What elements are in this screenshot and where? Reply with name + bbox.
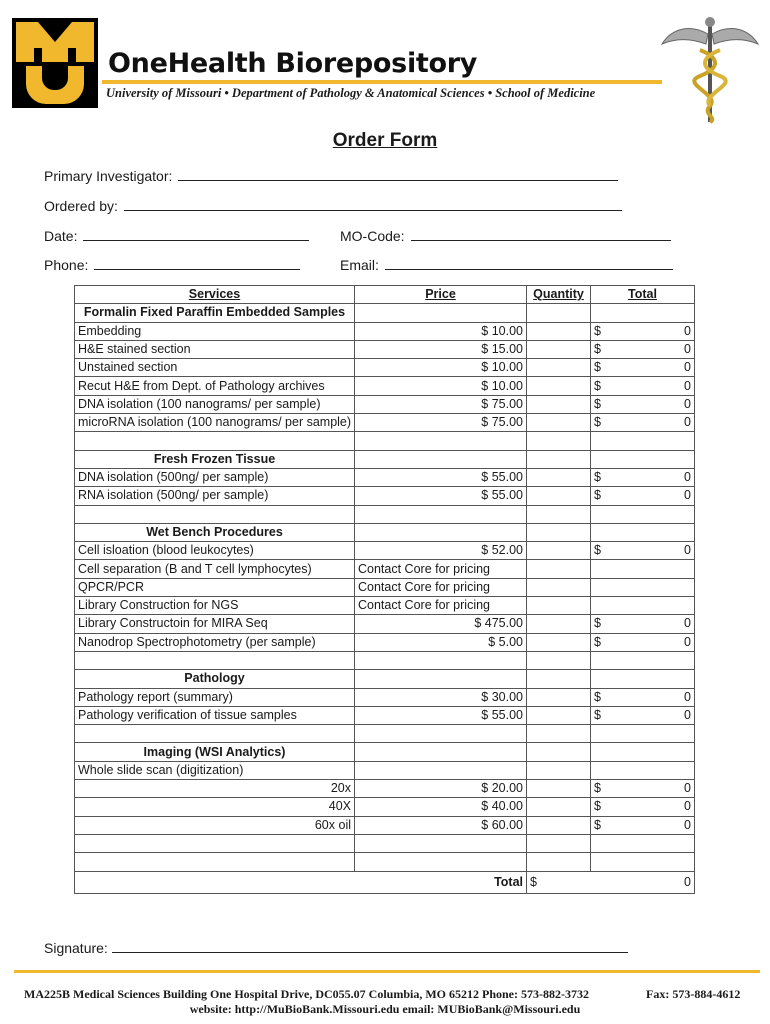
table-row bbox=[75, 468, 695, 486]
table-row bbox=[75, 487, 695, 505]
spacer-row bbox=[75, 834, 695, 852]
signature-field[interactable] bbox=[44, 940, 628, 956]
dollar-sign: $ bbox=[594, 415, 601, 430]
service-name: Cell separation (B and T cell lymphocytes) bbox=[75, 560, 355, 578]
section-row bbox=[75, 670, 695, 688]
total-cell bbox=[591, 688, 695, 706]
service-price: $ 15.00 bbox=[355, 340, 527, 358]
table-header-row bbox=[75, 286, 695, 304]
table-row bbox=[75, 798, 695, 816]
empty-cell bbox=[527, 743, 591, 761]
section-title: Imaging (WSI Analytics) bbox=[75, 743, 355, 761]
dollar-sign: $ bbox=[594, 342, 601, 357]
service-name: Cell isloation (blood leukocytes) bbox=[75, 542, 355, 560]
quantity-cell[interactable] bbox=[527, 560, 591, 578]
empty-cell bbox=[591, 304, 695, 322]
row-total: 0 bbox=[684, 470, 691, 485]
quantity-cell[interactable] bbox=[527, 761, 591, 779]
table-row bbox=[75, 560, 695, 578]
empty-cell bbox=[527, 450, 591, 468]
row-total: 0 bbox=[684, 378, 691, 393]
service-name: Unstained section bbox=[75, 359, 355, 377]
service-price: Contact Core for pricing bbox=[355, 560, 527, 578]
empty-cell bbox=[355, 670, 527, 688]
empty-cell bbox=[591, 725, 695, 743]
footer-contact: website: http://MuBioBank.Missouri.edu email: MUBioBank@Missouri.edu bbox=[189, 1002, 581, 1016]
empty-cell bbox=[591, 743, 695, 761]
row-total: 0 bbox=[684, 634, 691, 649]
empty-cell bbox=[591, 523, 695, 541]
row-total: 0 bbox=[684, 323, 691, 338]
empty-cell bbox=[527, 432, 591, 450]
quantity-cell[interactable] bbox=[527, 780, 591, 798]
service-price: $ 30.00 bbox=[355, 688, 527, 706]
service-price: $ 10.00 bbox=[355, 359, 527, 377]
service-name: Embedding bbox=[75, 322, 355, 340]
total-cell bbox=[591, 761, 695, 779]
section-title: Fresh Frozen Tissue bbox=[75, 450, 355, 468]
logo-m-shape bbox=[16, 22, 94, 62]
dollar-sign: $ bbox=[594, 543, 601, 558]
spacer-row bbox=[75, 505, 695, 523]
empty-cell bbox=[75, 432, 355, 450]
empty-cell bbox=[355, 743, 527, 761]
empty-cell bbox=[527, 725, 591, 743]
quantity-cell[interactable] bbox=[527, 468, 591, 486]
quantity-cell[interactable] bbox=[527, 487, 591, 505]
service-name: 40X bbox=[75, 798, 355, 816]
phone-field[interactable] bbox=[44, 257, 300, 273]
mocode-input-line[interactable] bbox=[411, 229, 671, 241]
table-row bbox=[75, 377, 695, 395]
row-total: 0 bbox=[684, 799, 691, 814]
dollar-sign: $ bbox=[594, 396, 601, 411]
quantity-cell[interactable] bbox=[527, 322, 591, 340]
service-name: Pathology verification of tissue samples bbox=[75, 706, 355, 724]
total-cell bbox=[591, 340, 695, 358]
row-total: 0 bbox=[684, 689, 691, 704]
service-price: Contact Core for pricing bbox=[355, 578, 527, 596]
order-table bbox=[74, 285, 695, 894]
total-cell bbox=[591, 322, 695, 340]
service-price: $ 75.00 bbox=[355, 414, 527, 432]
service-name: Recut H&E from Dept. of Pathology archives bbox=[75, 377, 355, 395]
empty-cell bbox=[355, 853, 527, 871]
total-cell bbox=[591, 578, 695, 596]
total-cell bbox=[591, 377, 695, 395]
service-name: DNA isolation (500ng/ per sample) bbox=[75, 468, 355, 486]
total-cell bbox=[591, 542, 695, 560]
quantity-cell[interactable] bbox=[527, 377, 591, 395]
total-cell bbox=[591, 633, 695, 651]
table-row bbox=[75, 414, 695, 432]
table-row bbox=[75, 359, 695, 377]
service-name: Library Constructoin for MIRA Seq bbox=[75, 615, 355, 633]
service-name: Library Construction for NGS bbox=[75, 597, 355, 615]
service-name: H&E stained section bbox=[75, 340, 355, 358]
service-name: Pathology report (summary) bbox=[75, 688, 355, 706]
row-total: 0 bbox=[684, 543, 691, 558]
table-row bbox=[75, 395, 695, 413]
grand-total-value: 0 bbox=[684, 874, 691, 889]
empty-cell bbox=[591, 505, 695, 523]
dollar-sign: $ bbox=[594, 707, 601, 722]
total-cell bbox=[591, 560, 695, 578]
empty-cell bbox=[355, 304, 527, 322]
logo-u-shape bbox=[26, 66, 84, 104]
quantity-cell[interactable] bbox=[527, 706, 591, 724]
form-title: Order Form bbox=[332, 130, 438, 151]
service-name: 60x oil bbox=[75, 816, 355, 834]
row-total: 0 bbox=[684, 781, 691, 796]
footer-rule bbox=[14, 970, 760, 973]
header-rule bbox=[102, 80, 662, 84]
service-price: $ 40.00 bbox=[355, 798, 527, 816]
row-total: 0 bbox=[684, 707, 691, 722]
email-input-line[interactable] bbox=[385, 258, 673, 270]
empty-cell bbox=[527, 651, 591, 669]
empty-cell bbox=[591, 450, 695, 468]
service-price: $ 5.00 bbox=[355, 633, 527, 651]
spacer-row bbox=[75, 853, 695, 871]
empty-cell bbox=[75, 853, 355, 871]
total-cell bbox=[591, 487, 695, 505]
table-row bbox=[75, 761, 695, 779]
date-field[interactable] bbox=[44, 228, 309, 244]
header-services: Services bbox=[75, 286, 355, 304]
empty-cell bbox=[75, 834, 355, 852]
grand-total-cell bbox=[527, 871, 695, 893]
section-title: Formalin Fixed Paraffin Embedded Samples bbox=[75, 304, 355, 322]
table-row bbox=[75, 706, 695, 724]
email-label: Email: bbox=[340, 257, 379, 273]
service-name: Whole slide scan (digitization) bbox=[75, 761, 355, 779]
dollar-sign: $ bbox=[530, 874, 537, 889]
empty-cell bbox=[527, 670, 591, 688]
quantity-cell[interactable] bbox=[527, 414, 591, 432]
caduceus-icon bbox=[660, 14, 760, 124]
spacer-row bbox=[75, 432, 695, 450]
empty-cell bbox=[75, 651, 355, 669]
total-cell bbox=[591, 706, 695, 724]
row-total: 0 bbox=[684, 396, 691, 411]
total-cell bbox=[591, 414, 695, 432]
service-price: $ 52.00 bbox=[355, 542, 527, 560]
footer-address-line bbox=[24, 987, 741, 1002]
service-price: $ 20.00 bbox=[355, 780, 527, 798]
table-row bbox=[75, 633, 695, 651]
date-input-line[interactable] bbox=[83, 229, 309, 241]
dollar-sign: $ bbox=[594, 634, 601, 649]
table-row bbox=[75, 340, 695, 358]
dollar-sign: $ bbox=[594, 799, 601, 814]
empty-cell bbox=[355, 450, 527, 468]
empty-cell bbox=[75, 725, 355, 743]
quantity-cell[interactable] bbox=[527, 798, 591, 816]
dollar-sign: $ bbox=[594, 323, 601, 338]
service-price: $ 475.00 bbox=[355, 615, 527, 633]
section-title: Pathology bbox=[75, 670, 355, 688]
table-row bbox=[75, 780, 695, 798]
table-row bbox=[75, 322, 695, 340]
empty-cell bbox=[527, 505, 591, 523]
dollar-sign: $ bbox=[594, 616, 601, 631]
empty-cell bbox=[355, 725, 527, 743]
empty-cell bbox=[591, 432, 695, 450]
service-name: microRNA isolation (100 nanograms/ per sample) bbox=[75, 414, 355, 432]
section-row bbox=[75, 743, 695, 761]
row-total: 0 bbox=[684, 817, 691, 832]
ordered-by-field[interactable] bbox=[44, 198, 622, 214]
service-price: $ 55.00 bbox=[355, 487, 527, 505]
empty-cell bbox=[527, 523, 591, 541]
signature-label: Signature: bbox=[44, 940, 108, 956]
table-row bbox=[75, 542, 695, 560]
total-cell bbox=[591, 359, 695, 377]
dollar-sign: $ bbox=[594, 817, 601, 832]
empty-cell bbox=[355, 505, 527, 523]
dollar-sign: $ bbox=[594, 470, 601, 485]
service-name: DNA isolation (100 nanograms/ per sample) bbox=[75, 395, 355, 413]
table-row bbox=[75, 597, 695, 615]
pi-label: Primary Investigator: bbox=[44, 168, 173, 184]
brand-title: OneHealth Biorepository bbox=[108, 48, 478, 79]
email-field[interactable] bbox=[340, 257, 673, 273]
total-cell bbox=[591, 816, 695, 834]
empty-cell bbox=[527, 853, 591, 871]
quantity-cell[interactable] bbox=[527, 340, 591, 358]
phone-label: Phone: bbox=[44, 257, 89, 273]
empty-cell bbox=[355, 834, 527, 852]
pi-input-line[interactable] bbox=[178, 169, 618, 181]
row-total: 0 bbox=[684, 488, 691, 503]
empty-cell bbox=[355, 523, 527, 541]
section-row bbox=[75, 450, 695, 468]
quantity-cell[interactable] bbox=[527, 597, 591, 615]
service-price: Contact Core for pricing bbox=[355, 597, 527, 615]
service-name: Nanodrop Spectrophotometry (per sample) bbox=[75, 633, 355, 651]
quantity-cell[interactable] bbox=[527, 395, 591, 413]
service-name: RNA isolation (500ng/ per sample) bbox=[75, 487, 355, 505]
row-total: 0 bbox=[684, 342, 691, 357]
total-cell bbox=[591, 395, 695, 413]
table-row bbox=[75, 816, 695, 834]
service-price: $ 55.00 bbox=[355, 468, 527, 486]
empty-cell bbox=[591, 651, 695, 669]
row-total: 0 bbox=[684, 360, 691, 375]
table-row bbox=[75, 688, 695, 706]
table-row bbox=[75, 578, 695, 596]
empty-cell bbox=[591, 670, 695, 688]
total-cell bbox=[591, 468, 695, 486]
section-title: Wet Bench Procedures bbox=[75, 523, 355, 541]
row-total: 0 bbox=[684, 616, 691, 631]
quantity-cell[interactable] bbox=[527, 578, 591, 596]
empty-cell bbox=[591, 834, 695, 852]
dollar-sign: $ bbox=[594, 689, 601, 704]
service-price bbox=[355, 761, 527, 779]
mocode-field[interactable] bbox=[340, 228, 671, 244]
row-total: 0 bbox=[684, 415, 691, 430]
total-label: Total bbox=[75, 871, 527, 893]
dollar-sign: $ bbox=[594, 360, 601, 375]
phone-input-line[interactable] bbox=[94, 258, 300, 270]
quantity-cell[interactable] bbox=[527, 633, 591, 651]
total-cell bbox=[591, 780, 695, 798]
spacer-row bbox=[75, 725, 695, 743]
mu-logo bbox=[12, 18, 98, 108]
date-label: Date: bbox=[44, 228, 78, 244]
service-name: 20x bbox=[75, 780, 355, 798]
footer-fax: Fax: 573-884-4612 bbox=[646, 987, 741, 1001]
section-row bbox=[75, 304, 695, 322]
total-cell bbox=[591, 615, 695, 633]
service-price: $ 60.00 bbox=[355, 816, 527, 834]
service-price: $ 75.00 bbox=[355, 395, 527, 413]
service-price: $ 55.00 bbox=[355, 706, 527, 724]
mocode-label: MO-Code: bbox=[340, 228, 405, 244]
header-price: Price bbox=[355, 286, 527, 304]
header-quantity: Quantity bbox=[527, 286, 591, 304]
empty-cell bbox=[355, 432, 527, 450]
table-row bbox=[75, 615, 695, 633]
header-total: Total bbox=[591, 286, 695, 304]
quantity-cell[interactable] bbox=[527, 816, 591, 834]
quantity-cell[interactable] bbox=[527, 615, 591, 633]
quantity-cell[interactable] bbox=[527, 688, 591, 706]
empty-cell bbox=[527, 304, 591, 322]
ordered-by-label: Ordered by: bbox=[44, 198, 118, 214]
empty-cell bbox=[527, 834, 591, 852]
ordered-by-input-line[interactable] bbox=[124, 199, 622, 211]
footer-address: MA225B Medical Sciences Building One Hospital Drive, DC055.07 Columbia, MO 65212 Phone: 573-882-3732 bbox=[24, 987, 589, 1001]
dollar-sign: $ bbox=[594, 781, 601, 796]
total-cell bbox=[591, 798, 695, 816]
service-price: $ 10.00 bbox=[355, 322, 527, 340]
service-price: $ 10.00 bbox=[355, 377, 527, 395]
pi-field[interactable] bbox=[44, 168, 618, 184]
service-name: QPCR/PCR bbox=[75, 578, 355, 596]
quantity-cell[interactable] bbox=[527, 359, 591, 377]
section-row bbox=[75, 523, 695, 541]
dollar-sign: $ bbox=[594, 378, 601, 393]
spacer-row bbox=[75, 651, 695, 669]
empty-cell bbox=[591, 853, 695, 871]
quantity-cell[interactable] bbox=[527, 542, 591, 560]
brand-subtitle: University of Missouri • Department of Pathology & Anatomical Sciences • School of Medicine bbox=[106, 86, 596, 100]
signature-input-line[interactable] bbox=[112, 941, 628, 953]
total-cell bbox=[591, 597, 695, 615]
dollar-sign: $ bbox=[594, 488, 601, 503]
grand-total-row bbox=[75, 871, 695, 893]
empty-cell bbox=[75, 505, 355, 523]
empty-cell bbox=[355, 651, 527, 669]
